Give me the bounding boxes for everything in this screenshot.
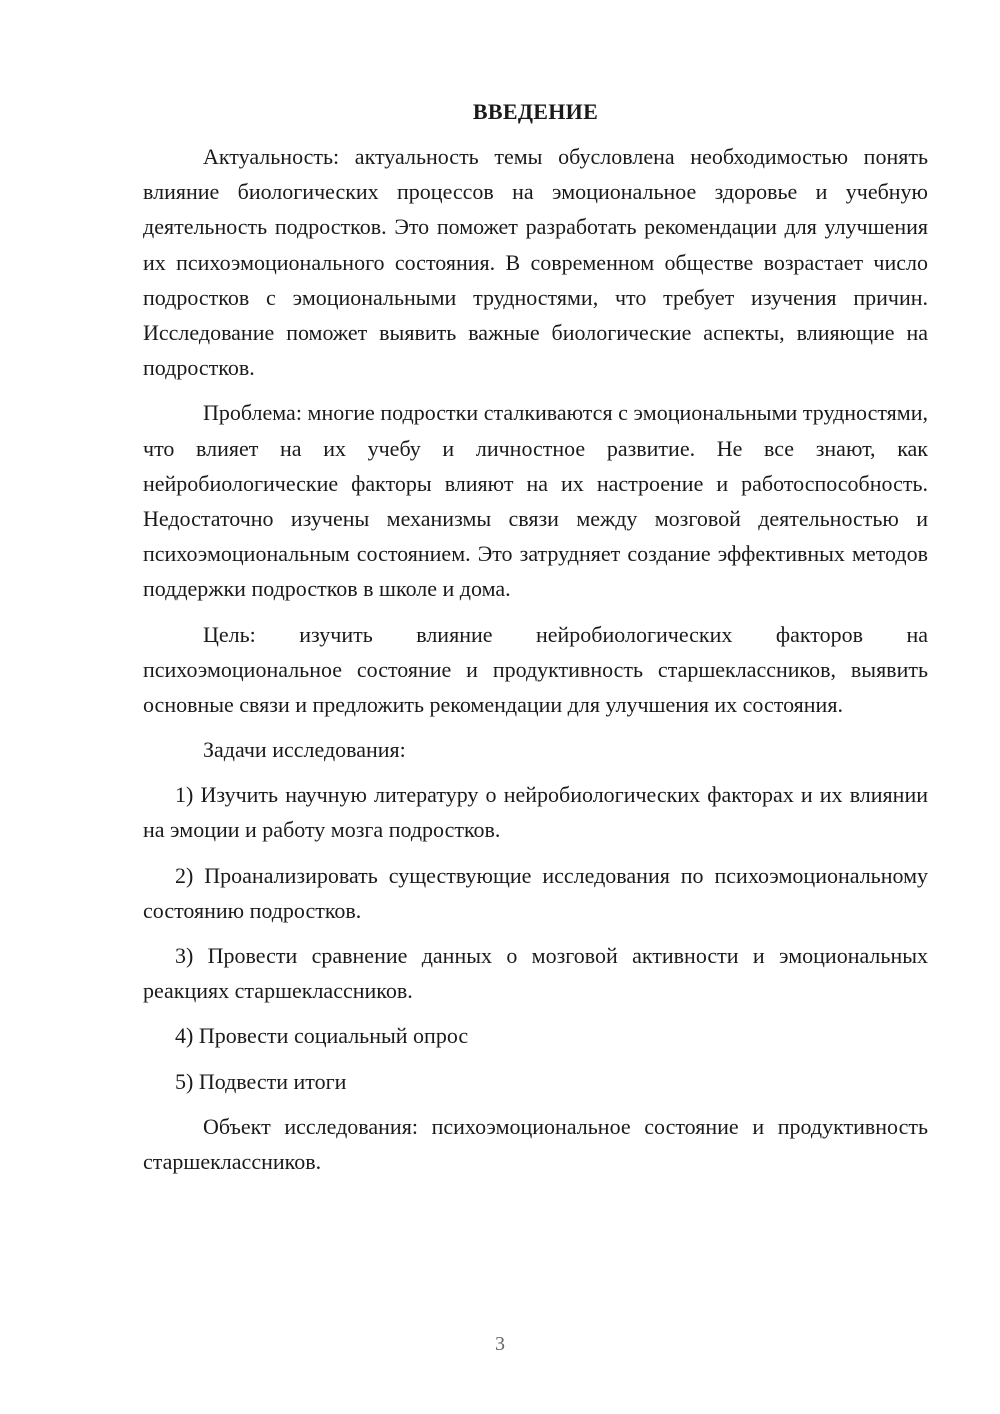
object-paragraph: Объект исследования: психоэмоциональное состояние и продуктивность старшеклассников.	[143, 1113, 928, 1175]
task-item-4: 4) Провести социальный опрос	[175, 1023, 469, 1049]
task-item-3: 3) Провести сравнение данных о мозговой активности и эмоциональных реакциях старшеклассников.	[143, 943, 928, 1004]
task-item-5: 5) Подвести итоги	[175, 1068, 347, 1094]
section-title: ВВЕДЕНИЕ	[472, 99, 599, 124]
tasks-heading: Задачи исследования:	[203, 737, 406, 763]
page-content	[143, 94, 928, 1189]
goal-paragraph: Цель: изучить влияние нейробиологических факторов на психоэмоциональное состояние и продуктивность старшеклассников, выявить основные связи и предложить рекомендации для улучшения их состояния.	[143, 621, 928, 718]
relevance-paragraph: Актуальность: актуальность темы обусловлена необходимостью понять влияние биологических процессов на эмоциональное здоровье и учебную деятельность подростков. Это поможет разработать рекомендации для улучшения их психоэмоционального состояния. В современном обществе возрастает число подростков с эмоциональными трудностями, что требует изучения причин. Исследование поможет выявить важные биологические аспекты, влияющие на подростков.	[143, 144, 928, 381]
page-number: 3	[495, 1333, 505, 1355]
problem-paragraph: Проблема: многие подростки сталкиваются с эмоциональными трудностями, что влияет на их учебу и личностное развитие. Не все знают, как нейробиологические факторы влияют на их настроение и работоспособность. Недостаточно изучены механизмы связи между мозговой деятельностью и психоэмоциональным состоянием. Это затрудняет создание эффективных методов поддержки подростков в школе и дома.	[143, 400, 928, 602]
task-item-1: 1) Изучить научную литературу о нейробиологических факторах и их влиянии на эмоции и работу мозга подростков.	[143, 782, 928, 843]
task-item-2: 2) Проанализировать существующие исследования по психоэмоциональному состоянию подростков.	[143, 862, 928, 923]
